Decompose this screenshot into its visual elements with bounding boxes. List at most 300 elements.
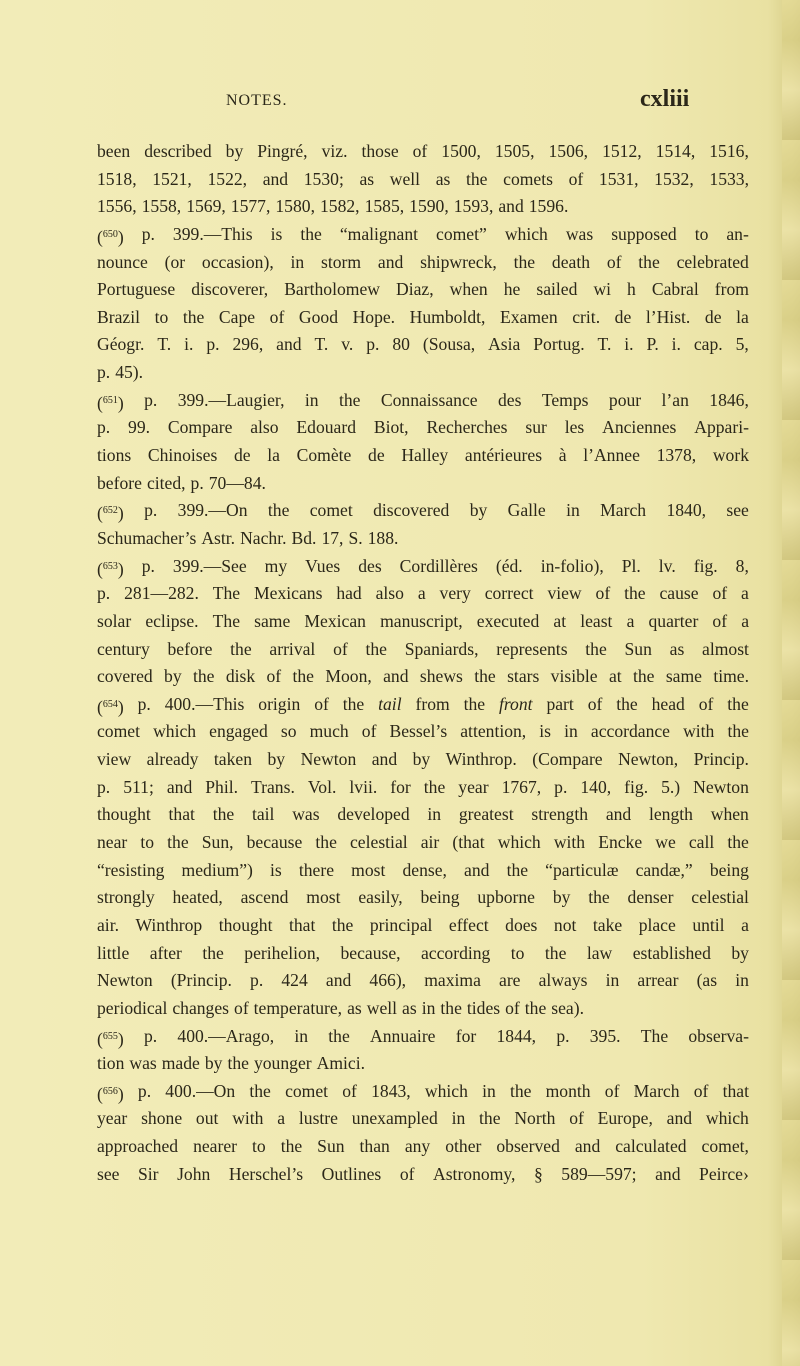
word	[405, 636, 479, 664]
text-fragment: perihelion,	[244, 942, 321, 963]
text-fragment: Bd.	[291, 527, 317, 548]
word	[496, 636, 567, 664]
text-fragment: the	[202, 942, 224, 963]
note-number: 654	[102, 698, 118, 710]
text-fragment: (	[97, 1028, 103, 1049]
word	[736, 553, 749, 581]
word	[97, 691, 124, 719]
word	[322, 138, 348, 166]
text-fragment: viz.	[321, 141, 348, 161]
text-fragment: Halley	[401, 445, 449, 466]
text-fragment: place	[638, 914, 676, 935]
text-fragment: made	[161, 1053, 200, 1074]
text-fragment: Nachr.	[240, 527, 287, 548]
word	[436, 221, 487, 249]
text-fragment: tail	[251, 804, 275, 825]
text-fragment: was	[565, 223, 594, 244]
word	[227, 1050, 249, 1078]
text-fragment: The	[640, 1025, 669, 1046]
word	[440, 995, 462, 1023]
word	[226, 663, 255, 691]
text-line	[97, 331, 749, 359]
text-line	[97, 193, 749, 221]
word	[402, 857, 446, 885]
word	[495, 138, 535, 166]
word	[422, 995, 436, 1023]
word	[97, 1105, 127, 1133]
text-fragment: 1500,	[441, 141, 481, 161]
text-fragment: the	[479, 1108, 501, 1129]
text-fragment: Anciennes	[602, 417, 677, 438]
text-fragment: of	[361, 721, 377, 742]
word	[498, 193, 523, 221]
word	[326, 967, 351, 995]
italic-text: front	[498, 693, 533, 714]
word	[310, 718, 349, 746]
text-fragment: much	[309, 721, 349, 742]
text-fragment: the	[524, 997, 547, 1018]
word	[726, 221, 748, 249]
text-fragment: Cordillères	[399, 555, 478, 576]
text-line	[97, 940, 749, 968]
text-fragment: 1844,	[496, 1025, 537, 1046]
word	[97, 359, 110, 387]
word	[485, 580, 534, 608]
word	[390, 718, 448, 746]
text-line	[97, 663, 749, 691]
word	[624, 331, 633, 359]
word	[172, 884, 222, 912]
text-fragment: Mexicans	[254, 583, 323, 604]
word	[741, 580, 749, 608]
text-fragment: by	[267, 749, 286, 770]
word	[646, 304, 690, 332]
word	[488, 331, 520, 359]
running-head-title: NOTES.	[226, 92, 288, 109]
text-fragment: the	[267, 500, 290, 521]
note-number: 652	[102, 505, 118, 517]
word	[606, 801, 631, 829]
word	[699, 1161, 749, 1189]
word	[727, 718, 749, 746]
text-line	[97, 553, 749, 581]
text-fragment: before	[167, 638, 213, 659]
text-line	[97, 636, 749, 664]
text-fragment: stars	[507, 666, 540, 687]
note-number: 653	[102, 560, 118, 572]
text-fragment: T.	[597, 334, 612, 355]
text-fragment: been	[97, 141, 131, 161]
text-line	[97, 221, 749, 249]
word	[97, 387, 124, 415]
text-fragment: in	[605, 970, 620, 991]
word	[207, 166, 247, 194]
word	[97, 995, 167, 1023]
word	[97, 1023, 124, 1051]
word	[545, 857, 618, 885]
text-fragment: p.	[97, 417, 111, 438]
word	[596, 580, 611, 608]
text-fragment: 399.—This	[172, 223, 253, 244]
word	[271, 221, 283, 249]
text-fragment: (	[97, 503, 103, 524]
text-fragment: of	[587, 693, 603, 714]
word	[551, 995, 584, 1023]
text-fragment: we	[655, 832, 676, 853]
text-line	[97, 1023, 749, 1051]
text-fragment: dense,	[402, 859, 447, 880]
text-fragment: is	[270, 859, 282, 880]
word	[607, 249, 622, 277]
word	[332, 912, 354, 940]
word	[410, 304, 486, 332]
word	[168, 636, 213, 664]
text-line	[97, 995, 749, 1023]
text-fragment: Annuaire	[370, 1025, 436, 1046]
word	[723, 1078, 749, 1106]
text-line	[97, 442, 749, 470]
word	[257, 138, 307, 166]
word	[450, 276, 488, 304]
word	[144, 1023, 157, 1051]
word	[291, 249, 305, 277]
word	[456, 1023, 477, 1051]
text-fragment: those	[361, 141, 399, 161]
text-fragment: 1582,	[319, 196, 360, 217]
word	[531, 801, 588, 829]
text-fragment: discoverer,	[191, 279, 269, 300]
text-fragment: being	[420, 887, 460, 908]
text-fragment: Astr.	[201, 527, 236, 548]
word	[322, 1161, 382, 1189]
text-fragment: Moon,	[325, 666, 372, 687]
word	[254, 1050, 312, 1078]
text-fragment: the	[466, 168, 488, 189]
text-fragment: celestial	[350, 832, 408, 853]
text-line	[97, 691, 749, 719]
word	[591, 718, 670, 746]
word	[340, 940, 400, 968]
word	[165, 1078, 235, 1106]
word	[341, 331, 353, 359]
text-fragment: in	[290, 251, 305, 272]
text-fragment: )	[117, 503, 124, 524]
text-fragment: S.	[348, 527, 363, 548]
text-fragment: Edouard	[296, 417, 357, 438]
word	[231, 193, 271, 221]
text-fragment: 399.—Laugier,	[177, 389, 285, 410]
text-fragment: of	[399, 1163, 415, 1184]
text-fragment: the	[365, 638, 387, 659]
word	[308, 774, 337, 802]
word	[97, 829, 127, 857]
word	[294, 1023, 308, 1051]
text-fragment: of	[569, 1108, 584, 1129]
text-fragment: take	[592, 914, 623, 935]
text-fragment: correct	[484, 583, 534, 604]
word	[360, 1133, 390, 1161]
text-fragment: year	[458, 776, 489, 797]
text-fragment: same	[665, 666, 702, 687]
text-fragment: 1593,	[453, 196, 494, 217]
word	[315, 829, 337, 857]
text-fragment: Sun	[624, 638, 652, 659]
word	[140, 829, 154, 857]
word	[606, 967, 620, 995]
word	[219, 304, 255, 332]
text-fragment: in	[421, 997, 436, 1018]
text-fragment: lvii.	[349, 776, 378, 797]
text-fragment: from	[714, 279, 749, 300]
word	[600, 497, 646, 525]
word	[726, 497, 748, 525]
word	[396, 276, 434, 304]
text-fragment: the	[300, 223, 322, 244]
word	[564, 718, 578, 746]
word	[553, 884, 571, 912]
word	[340, 221, 418, 249]
text-line	[97, 1105, 749, 1133]
text-fragment: covered	[97, 666, 153, 687]
word	[276, 331, 301, 359]
text-line	[97, 497, 749, 525]
text-fragment: 8,	[735, 555, 749, 576]
word	[353, 304, 396, 332]
text-fragment: sailed	[536, 279, 578, 300]
word	[97, 1161, 119, 1189]
text-fragment: see	[726, 500, 749, 521]
word	[693, 774, 749, 802]
text-fragment: crit.	[572, 306, 601, 327]
text-fragment: which	[497, 832, 541, 853]
text-fragment: thought	[97, 804, 151, 825]
text-fragment: )	[117, 1083, 124, 1104]
word	[474, 663, 496, 691]
text-fragment: temperature,	[253, 997, 343, 1018]
text-fragment: p.	[141, 555, 155, 576]
word	[609, 663, 622, 691]
text-fragment: Peirce›	[699, 1163, 749, 1184]
word	[498, 829, 541, 857]
text-fragment: fig.	[693, 555, 718, 576]
word	[602, 414, 676, 442]
word	[252, 1133, 266, 1161]
text-fragment: Pingré,	[257, 141, 308, 161]
text-line	[97, 1161, 749, 1189]
text-fragment: younger	[253, 1053, 312, 1074]
text-fragment: the	[440, 997, 462, 1018]
text-fragment: Encke	[598, 832, 643, 853]
word	[400, 553, 478, 581]
word	[496, 1133, 560, 1161]
word	[452, 1105, 466, 1133]
text-fragment: Cape	[218, 306, 256, 327]
text-fragment: 1577,	[230, 196, 271, 217]
word	[358, 553, 381, 581]
text-line	[97, 359, 749, 387]
text-fragment: solar	[97, 610, 132, 631]
word	[452, 829, 484, 857]
word	[173, 221, 253, 249]
word	[305, 387, 319, 415]
word	[638, 249, 660, 277]
text-fragment: Vues	[305, 555, 341, 576]
text-fragment: a	[417, 583, 426, 604]
text-fragment: the	[509, 1080, 532, 1101]
word	[622, 553, 641, 581]
word	[507, 663, 539, 691]
word	[234, 995, 249, 1023]
text-fragment: 1522,	[207, 168, 248, 189]
word	[165, 691, 245, 719]
text-fragment: (	[97, 1083, 103, 1104]
text-fragment: 424	[281, 970, 308, 991]
word	[325, 663, 371, 691]
text-fragment: wi	[593, 279, 612, 300]
text-fragment: (éd.	[495, 555, 523, 576]
word	[97, 553, 124, 581]
text-fragment: comet,	[701, 1136, 749, 1157]
word	[97, 857, 164, 885]
word	[533, 331, 584, 359]
word	[500, 304, 558, 332]
word	[532, 746, 602, 774]
text-line	[97, 138, 749, 166]
text-fragment: Géogr.	[97, 334, 145, 355]
text-fragment: comet	[309, 500, 353, 521]
text-fragment: des	[498, 389, 522, 410]
text-line	[97, 746, 749, 774]
word	[362, 718, 377, 746]
text-fragment: in	[451, 1108, 466, 1129]
text-fragment: which	[153, 721, 197, 742]
text-fragment: Newton	[693, 776, 749, 797]
word	[97, 884, 155, 912]
word	[731, 940, 749, 968]
text-fragment: p.	[190, 472, 204, 493]
text-fragment: the	[292, 666, 314, 687]
word	[505, 912, 537, 940]
text-fragment: the	[632, 666, 655, 687]
word	[593, 912, 622, 940]
word	[569, 1105, 584, 1133]
text-fragment: well	[389, 168, 421, 189]
text-fragment: Connaissance	[380, 389, 478, 410]
text-fragment: and	[605, 804, 632, 825]
text-fragment: the	[727, 832, 749, 853]
text-fragment: origin	[258, 693, 301, 714]
text-fragment: l’Annee	[583, 445, 640, 466]
word	[618, 746, 678, 774]
word	[554, 829, 585, 857]
word	[351, 857, 385, 885]
text-line	[97, 249, 749, 277]
note-number: 656	[102, 1085, 118, 1097]
text-fragment: pour	[608, 389, 642, 410]
text-fragment: 1530;	[303, 168, 344, 189]
text-fragment: “resisting	[97, 859, 165, 880]
text-fragment: the	[588, 887, 610, 908]
word	[336, 580, 361, 608]
text-fragment: Amici.	[316, 1053, 365, 1074]
text-fragment: an-	[726, 223, 749, 244]
text-line	[97, 967, 749, 995]
text-fragment: by	[412, 749, 431, 770]
text-fragment: in-folio),	[540, 555, 604, 576]
note-number: 650	[102, 228, 118, 240]
word	[348, 525, 362, 553]
text-fragment: des	[358, 555, 382, 576]
text-fragment: 1512,	[602, 141, 642, 161]
text-fragment: of	[269, 306, 285, 327]
word	[358, 884, 402, 912]
text-fragment: very	[439, 583, 471, 604]
text-fragment: described	[144, 141, 212, 161]
word	[713, 663, 749, 691]
text-fragment: most	[306, 887, 341, 908]
word	[566, 221, 593, 249]
word	[677, 249, 749, 277]
word	[639, 912, 676, 940]
italic-text: tail	[378, 693, 402, 714]
word	[144, 497, 157, 525]
text-fragment: 1518,	[97, 168, 137, 189]
word	[727, 691, 749, 719]
text-fragment: year	[97, 1108, 128, 1129]
word	[97, 166, 137, 194]
text-fragment: 1533,	[709, 168, 749, 189]
word	[602, 138, 642, 166]
word	[297, 442, 352, 470]
word	[627, 608, 635, 636]
word	[694, 331, 723, 359]
word	[333, 636, 348, 664]
word	[565, 414, 585, 442]
text-fragment: 1531,	[598, 168, 639, 189]
text-fragment: a	[740, 583, 749, 604]
word	[383, 663, 408, 691]
text-fragment: (as	[696, 970, 718, 991]
text-fragment: was	[129, 1053, 157, 1074]
text-fragment: cap.	[693, 334, 723, 355]
word	[666, 663, 702, 691]
text-fragment: nearer	[193, 1136, 238, 1157]
text-fragment: antérieures	[464, 445, 543, 466]
text-fragment: by	[225, 141, 244, 161]
word	[695, 221, 709, 249]
word	[138, 1161, 159, 1189]
word	[667, 1105, 692, 1133]
word	[711, 801, 749, 829]
word	[436, 166, 451, 194]
word	[694, 1078, 709, 1106]
word	[659, 553, 676, 581]
text-line	[97, 774, 749, 802]
word	[413, 138, 428, 166]
text-fragment: least	[580, 610, 613, 631]
text-fragment: is	[270, 223, 283, 244]
word	[97, 304, 140, 332]
text-fragment: the	[513, 251, 536, 272]
text-fragment: 1585,	[364, 196, 405, 217]
text-fragment: h	[627, 279, 636, 300]
text-fragment: March	[633, 1080, 680, 1101]
text-fragment: by	[552, 887, 571, 908]
word	[460, 718, 526, 746]
text-fragment: out	[195, 1108, 219, 1129]
word	[374, 414, 409, 442]
word	[692, 912, 724, 940]
